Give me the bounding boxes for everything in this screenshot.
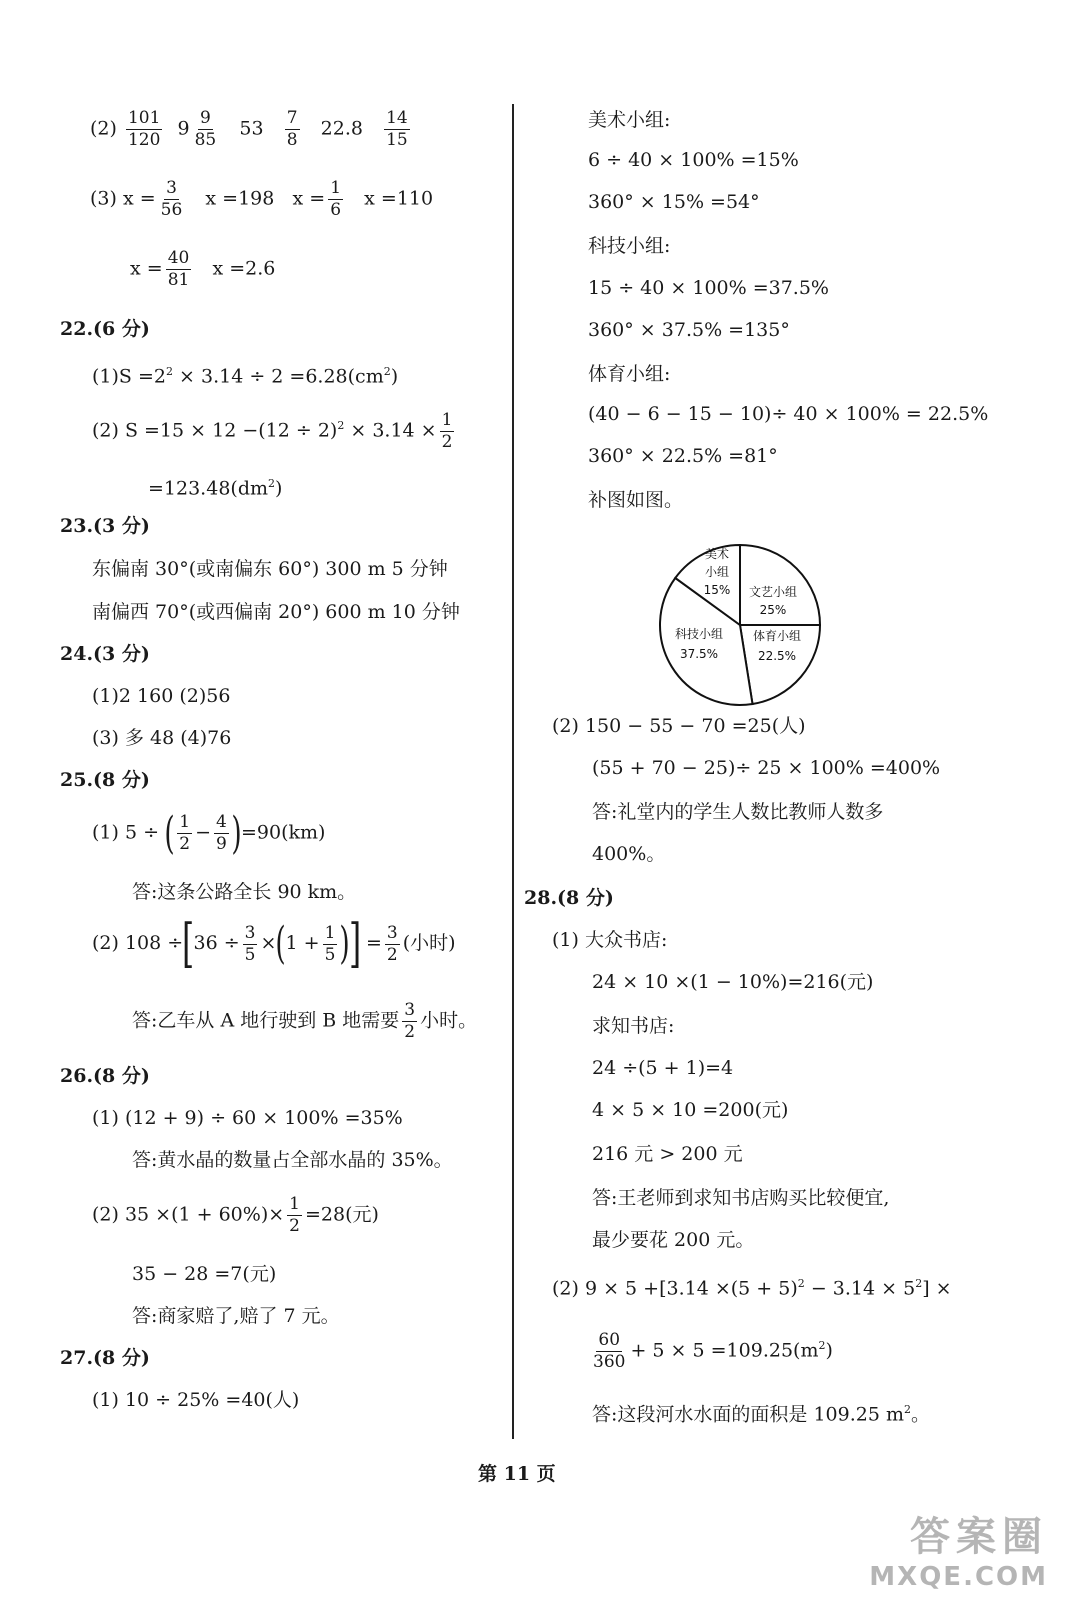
answer-line: $=123.48(dm^2)$ [148, 477, 283, 500]
equation-part: x = [122, 187, 156, 210]
value: 9 [177, 117, 190, 140]
answer-line: (2) $9 \times 5 +[3.14 \times(5 + 5)^2 - 3.14 \times 5^2]$ × [552, 1277, 952, 1300]
answer-line: 216 元 > 200 元 [592, 1143, 743, 1165]
answer-line: (2) 35 ×(1 + 60%)× $\frac{1}{2}$ =28(元) [92, 1194, 379, 1236]
question-title: 23.(3 分) [60, 515, 150, 537]
fraction: $\frac{1}{2}$ [179, 812, 191, 854]
question-title: 28.(8 分) [524, 887, 614, 909]
note: 补图如图。 [588, 489, 684, 511]
fraction: $\frac{1}{2}$ [289, 1194, 300, 1236]
pie-label-art-pct: 15% [703, 583, 731, 597]
answer-statement: 400%。 [592, 843, 666, 865]
answer-line: 35 − 28 =7(元) [132, 1263, 277, 1285]
fraction: $\frac{7}{8}$ [286, 108, 298, 150]
column-divider [512, 104, 514, 1439]
pie-chart [655, 540, 855, 710]
section-head: 科技小组: [588, 235, 671, 257]
answer-line: 24 ÷(5 + 1)=4 [592, 1057, 734, 1079]
answer-line: (1) 5 ÷ ( $\frac{1}{2}$ − $\frac{4}{9}$ )=90(km) [92, 807, 326, 859]
fraction: $\frac{1}{5}$ [324, 922, 336, 965]
fraction: $\frac{1}{6}$ [330, 178, 342, 220]
answer-line: (55 + 70 − 25)÷ 25 × 100% =400% [592, 757, 941, 779]
answer-line: 360° × 15% =54° [588, 191, 760, 213]
fraction: $\frac{1}{2}$ [441, 410, 453, 452]
equation-part: x =2.6 [212, 257, 276, 280]
answer-line: 4 × 5 × 10 =200(元) [592, 1099, 789, 1121]
answer-line [90, 178, 433, 221]
section-head: 体育小组: [588, 363, 671, 385]
answer-line: (3) 多 48 (4)76 [92, 727, 232, 749]
fraction: $\frac{14}{15}$ [386, 108, 408, 150]
question-title: 26.(8 分) [60, 1065, 150, 1087]
equation-part: x = [292, 187, 326, 210]
answer-line: (2) 150 − 55 − 70 =25(人) [552, 715, 806, 737]
answer-statement: 答:这段河水水面的面积是 109.25 $m^2$。 [592, 1403, 930, 1426]
answer-line: 东偏南 30°(或南偏东 60°) 300 m 5 分钟 [92, 558, 448, 580]
answer-line: (1) (12 + 9) ÷ 60 × 100% =35% [92, 1107, 403, 1129]
value: 53 [239, 117, 264, 140]
pie-label-keji-pct: 37.5% [679, 647, 719, 661]
fraction: $\frac{60}{360}$ [593, 1330, 626, 1372]
answer-statement: 答:黄水晶的数量占全部水晶的 35%。 [132, 1149, 453, 1171]
answer-line: (40 − 6 − 15 − 10)÷ 40 × 100% = 22.5% [588, 403, 989, 425]
page-number: 第 11 页 [478, 1463, 556, 1485]
pie-label-wenyi: 文艺小组 [748, 585, 798, 599]
pie-label-tiyu-pct: 22.5% [757, 649, 797, 663]
value: 22.8 [320, 117, 363, 140]
answer-statement: 答:礼堂内的学生人数比教师人数多 [592, 801, 884, 823]
answer-line: $(1)S =2^2 \times 3.14 \div 2 =6.28(cm^2)$ [92, 365, 399, 388]
question-title: 27.(8 分) [60, 1347, 150, 1369]
fraction: $\frac{4}{9}$ [215, 812, 227, 854]
question-title: 25.(8 分) [60, 769, 150, 791]
equation-part: x =110 [364, 187, 434, 210]
pie-label-art-1: 美术 [704, 547, 730, 561]
fraction: $\frac{9}{85}$ [194, 108, 217, 150]
question-title: 22.(6 分) [60, 318, 150, 340]
answer-line: 360° × 22.5% =81° [588, 445, 778, 467]
fraction: $\frac{3}{2}$ [386, 922, 398, 965]
answer-line: (1) 10 ÷ 25% =40(人) [92, 1389, 300, 1411]
answer-line: (2) 108 ÷[36 ÷ $\frac{3}{5}$ ×(1 + $\frac{1}{5}$ )] = $\frac{3}{2}$ (小时) [92, 914, 456, 974]
fraction: $\frac{3}{2}$ [404, 1000, 416, 1042]
answer-line: 南偏西 70°(或西偏南 20°) 600 m 10 分钟 [92, 601, 460, 623]
answer-line: $\frac{60}{360}$ + $5 \times 5 =109.25(m^2)$ [593, 1330, 833, 1372]
answer-statement: 答:王老师到求知书店购买比较便宜, [592, 1187, 890, 1209]
answer-line: (1)2 160 (2)56 [92, 685, 231, 707]
section-head: 求知书店: [592, 1015, 675, 1037]
fraction: $\frac{3}{5}$ [244, 922, 256, 965]
pie-label-art-2: 小组 [704, 565, 730, 579]
equation-part: x = [130, 257, 163, 280]
answer-statement: 答:乙车从 A 地行驶到 B 地需要 $\frac{3}{2}$ 小时。 [132, 1000, 478, 1042]
answer-line: 6 ÷ 40 × 100% =15% [588, 149, 799, 171]
answer-line: 24 × 10 ×(1 − 10%)=216(元) [592, 971, 874, 993]
section-head: (1) 大众书店: [552, 929, 668, 951]
answer-line [90, 108, 413, 151]
answer-line: (2) $S =15 \times 12 -(12 \div 2)^2 \times 3.14$ × $\frac{1}{2}$ [92, 410, 453, 452]
answer-line: 15 ÷ 40 × 100% =37.5% [588, 277, 829, 299]
fraction: $\frac{101}{120}$ [127, 108, 161, 150]
answer-line [130, 248, 275, 291]
item-label: (2) [90, 117, 117, 140]
fraction: $\frac{3}{56}$ [160, 178, 183, 220]
answer-statement: 最少要花 200 元。 [592, 1229, 755, 1251]
pie-label-keji: 科技小组 [674, 627, 724, 641]
pie-label-wenyi-pct: 25% [759, 603, 787, 617]
section-head: 美术小组: [588, 109, 671, 131]
answer-statement: 答:这条公路全长 90 km。 [132, 881, 357, 903]
answer-statement: 答:商家赔了,赔了 7 元。 [132, 1305, 340, 1327]
watermark-logo: 答案圈 MXQE.COM [869, 1514, 1048, 1592]
pie-label-tiyu: 体育小组 [752, 629, 802, 643]
fraction: $\frac{40}{81}$ [167, 248, 190, 290]
question-title: 24.(3 分) [60, 643, 150, 665]
answer-line: 360° × 37.5% =135° [588, 319, 790, 341]
item-label: (3) [90, 187, 117, 210]
equation-part: x =198 [205, 187, 275, 210]
